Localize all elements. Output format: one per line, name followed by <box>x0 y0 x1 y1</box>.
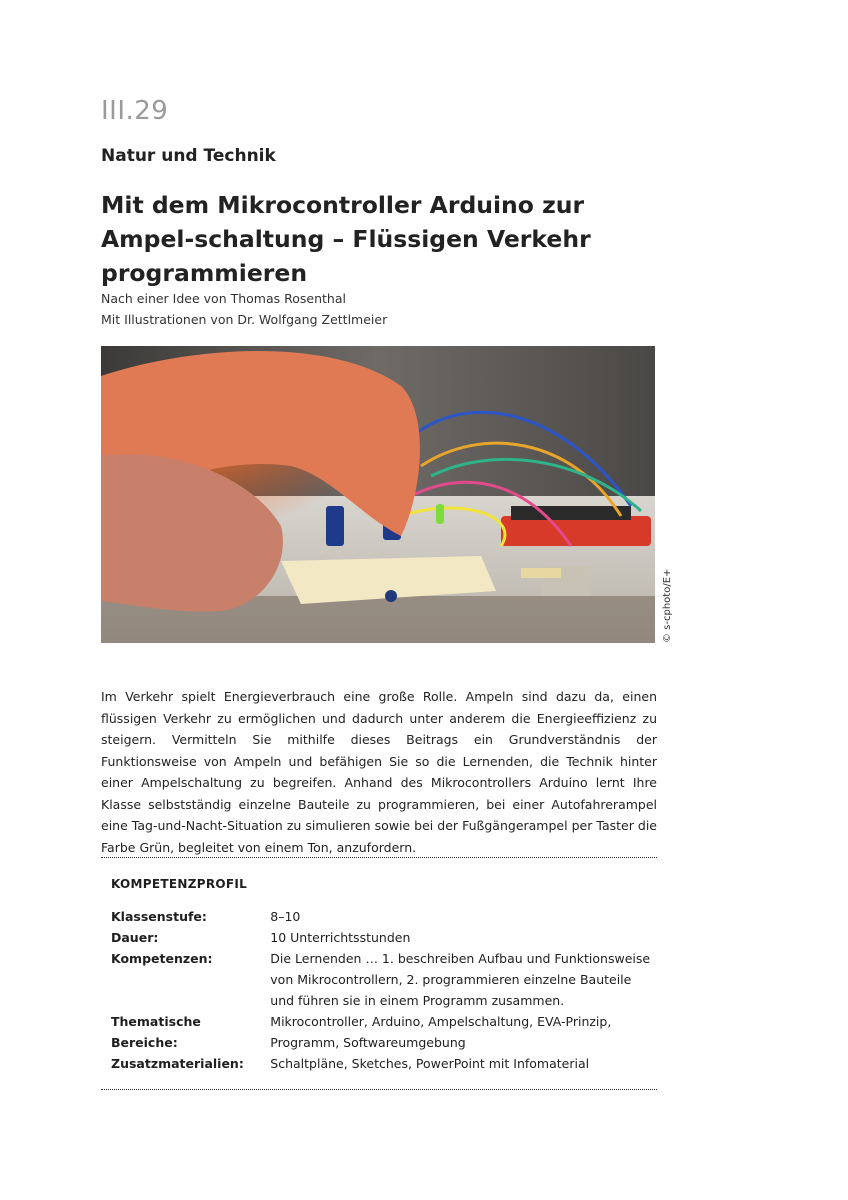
credits <box>101 288 387 330</box>
competence-profile-table <box>111 906 651 1074</box>
row-label: Kompetenzen: <box>111 951 213 966</box>
divider-top <box>101 857 657 858</box>
profile-row-duration <box>111 927 651 948</box>
arduino-photo <box>101 346 655 643</box>
subject-heading: Natur und Technik <box>101 146 276 166</box>
row-value: Mikrocontroller, Arduino, Ampelschaltung, EVA-Prinzip, Programm, Softwareumgebung <box>270 1014 612 1050</box>
profile-row-competences <box>111 948 651 1011</box>
row-value: 10 Unterrichtsstunden <box>270 930 411 945</box>
row-label: Klassenstufe: <box>111 909 207 924</box>
row-value: Schaltpläne, Sketches, PowerPoint mit Infomaterial <box>270 1056 590 1071</box>
profile-row-materials <box>111 1053 651 1074</box>
row-label: Zusatzmaterialien: <box>111 1056 244 1071</box>
row-label: Thematische Bereiche: <box>111 1014 201 1050</box>
page-title: Mit dem Mikrocontroller Arduino zur Ampel-schaltung – Flüssigen Verkehr programmieren <box>101 191 591 287</box>
row-label: Dauer: <box>111 930 159 945</box>
profile-row-grade <box>111 906 651 927</box>
profile-row-topics <box>111 1011 651 1053</box>
credit-illustrations: Mit Illustrationen von Dr. Wolfgang Zettlmeier <box>101 312 388 327</box>
image-copyright: © s-cphoto/E+ <box>662 568 673 643</box>
row-value: Die Lernenden … 1. beschreiben Aufbau und Funktionsweise von Mikrocontrollern, 2. programmieren einzelne Bauteile und führen sie in einem Programm zusammen. <box>270 951 651 1008</box>
divider-bottom <box>101 1089 657 1090</box>
intro-paragraph: Im Verkehr spielt Energieverbrauch eine große Rolle. Ampeln sind dazu da, einen flüssigen Verkehr zu ermöglichen und dadurch unter anderem die Energieeffizienz zu steigern. Vermitteln Sie mithilfe dieses Beitrags ein Grundverständnis der Funktionsweise von Ampeln und befähigen Sie so die Lernenden, die Technik hinter einer Ampelschaltung zu begreifen. Anhand des Mikrocontrollers Arduino lernt Ihre Klasse selbstständig einzelne Bauteile zu programmieren, bei einer Autofahrerampel eine Tag-und-Nacht-Situation zu simulieren sowie bei der Fußgängerampel per Taster die Farbe Grün, begleitet von einem Ton, anzufordern. <box>101 689 657 855</box>
profile-heading: KOMPETENZPROFIL <box>111 877 248 891</box>
row-value: 8–10 <box>270 909 301 924</box>
credit-idea: Nach einer Idee von Thomas Rosenthal <box>101 291 346 306</box>
chapter-number: III.29 <box>101 96 169 126</box>
